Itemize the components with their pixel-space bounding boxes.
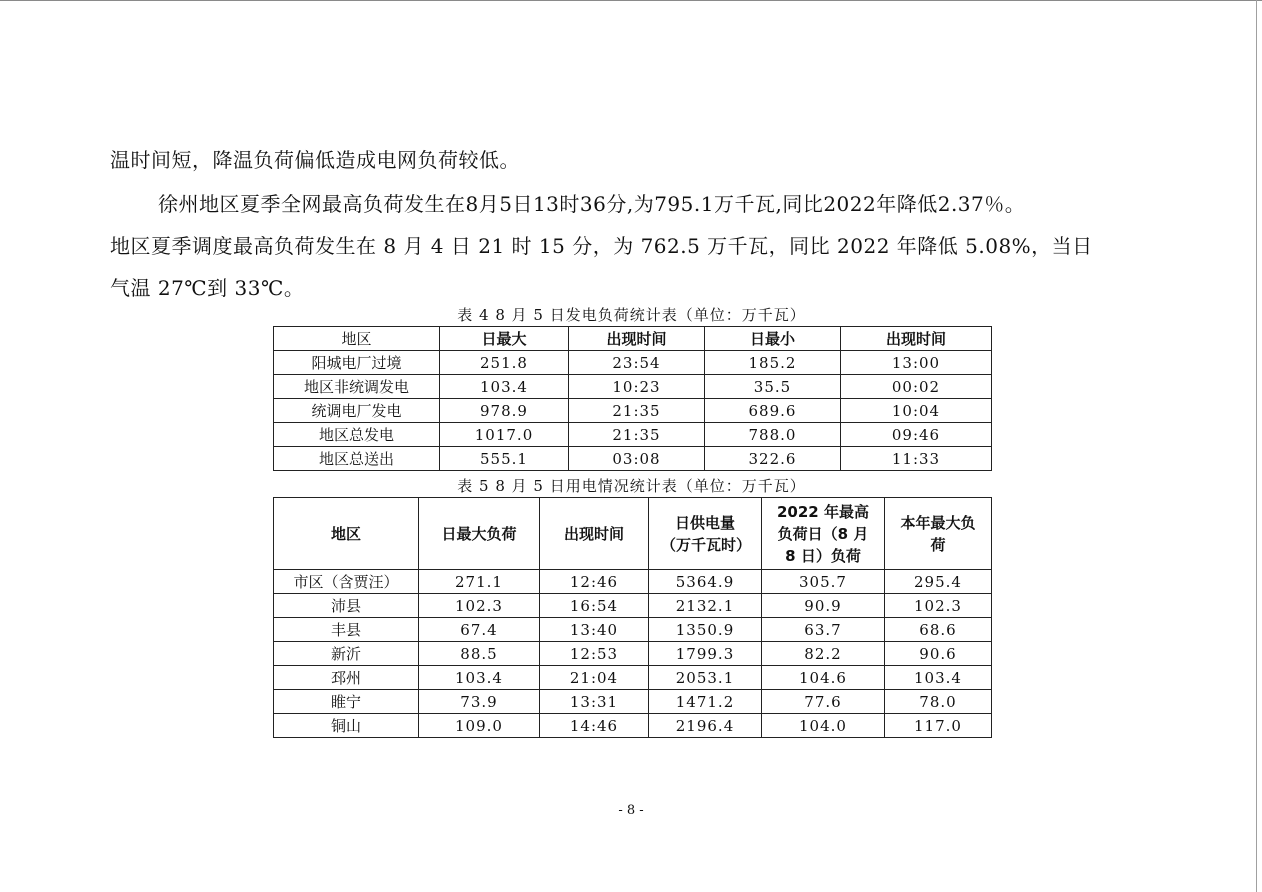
- electricity-usage-table: [273, 497, 992, 738]
- table-cell: 12:46: [540, 570, 649, 594]
- header-cell: 本年最大负荷: [885, 498, 992, 570]
- table-cell: 00:02: [841, 375, 992, 399]
- table-cell: 11:33: [841, 447, 992, 471]
- table-cell: 2053.1: [649, 666, 762, 690]
- header-cell: 日最小: [705, 327, 841, 351]
- table-cell: 市区（含贾汪）: [274, 570, 419, 594]
- table-cell: 73.9: [419, 690, 540, 714]
- table-cell: 2196.4: [649, 714, 762, 738]
- header-cell: 出现时间: [540, 498, 649, 570]
- page-number: - 8 -: [618, 803, 644, 818]
- table-cell: 104.6: [762, 666, 885, 690]
- table-cell: 邳州: [274, 666, 419, 690]
- table-row: [274, 666, 992, 690]
- table-row: [274, 594, 992, 618]
- table-row: [274, 570, 992, 594]
- table-row: [274, 714, 992, 738]
- table-cell: 689.6: [705, 399, 841, 423]
- header-cell: 地区: [274, 498, 419, 570]
- table-cell: 21:35: [569, 399, 705, 423]
- table-cell: 90.6: [885, 642, 992, 666]
- header-cell: 日最大: [440, 327, 569, 351]
- header-cell: 出现时间: [841, 327, 992, 351]
- table-cell: 295.4: [885, 570, 992, 594]
- table-cell: 阳城电厂过境: [274, 351, 440, 375]
- table-cell: 地区总送出: [274, 447, 440, 471]
- generation-load-table: [273, 326, 992, 471]
- table-cell: 地区总发电: [274, 423, 440, 447]
- table-cell: 978.9: [440, 399, 569, 423]
- header-cell: 日供电量（万千瓦时）: [649, 498, 762, 570]
- table-row: [274, 399, 992, 423]
- table-cell: 788.0: [705, 423, 841, 447]
- table-cell: 103.4: [440, 375, 569, 399]
- table-cell: 23:54: [569, 351, 705, 375]
- table-cell: 10:04: [841, 399, 992, 423]
- table-cell: 103.4: [885, 666, 992, 690]
- table-cell: 新沂: [274, 642, 419, 666]
- table-cell: 35.5: [705, 375, 841, 399]
- table-cell: 1799.3: [649, 642, 762, 666]
- table-cell: 109.0: [419, 714, 540, 738]
- paragraph-line-3: 地区夏季调度最高负荷发生在 8 月 4 日 21 时 15 分，为 762.5 万千瓦，同比 2022 年降低 5.08%，当日: [110, 234, 1093, 258]
- table-cell: 12:53: [540, 642, 649, 666]
- header-cell: 2022 年最高负荷日（8 月 8 日）负荷: [762, 498, 885, 570]
- table-cell: 77.6: [762, 690, 885, 714]
- paragraph-line-2: 徐州地区夏季全网最高负荷发生在8月5日13时36分,为795.1万千瓦,同比2022年降低2.37％。: [158, 192, 1026, 216]
- table-cell: 21:35: [569, 423, 705, 447]
- table-cell: 2132.1: [649, 594, 762, 618]
- table-cell: 丰县: [274, 618, 419, 642]
- table-cell: 271.1: [419, 570, 540, 594]
- table5-caption: 表 5 8 月 5 日用电情况统计表（单位：万千瓦）: [457, 477, 806, 495]
- table-cell: 88.5: [419, 642, 540, 666]
- table-cell: 03:08: [569, 447, 705, 471]
- table-cell: 10:23: [569, 375, 705, 399]
- table-cell: 统调电厂发电: [274, 399, 440, 423]
- table-cell: 117.0: [885, 714, 992, 738]
- table-row: [274, 642, 992, 666]
- table-cell: 地区非统调发电: [274, 375, 440, 399]
- table-cell: 13:31: [540, 690, 649, 714]
- table-header-row: [274, 498, 992, 570]
- table-cell: 21:04: [540, 666, 649, 690]
- table-cell: 铜山: [274, 714, 419, 738]
- table-cell: 睢宁: [274, 690, 419, 714]
- table-cell: 555.1: [440, 447, 569, 471]
- paragraph-line-1: 温时间短，降温负荷偏低造成电网负荷较低。: [110, 148, 520, 172]
- table-row: [274, 375, 992, 399]
- table-cell: 78.0: [885, 690, 992, 714]
- table-cell: 68.6: [885, 618, 992, 642]
- table-cell: 305.7: [762, 570, 885, 594]
- table4-caption: 表 4 8 月 5 日发电负荷统计表（单位：万千瓦）: [457, 306, 806, 324]
- page-border-right: [1256, 0, 1257, 892]
- table-cell: 82.2: [762, 642, 885, 666]
- table-cell: 1017.0: [440, 423, 569, 447]
- header-cell: 出现时间: [569, 327, 705, 351]
- table-cell: 1350.9: [649, 618, 762, 642]
- table-cell: 1471.2: [649, 690, 762, 714]
- table-row: [274, 447, 992, 471]
- header-cell: 地区: [274, 327, 440, 351]
- table-cell: 63.7: [762, 618, 885, 642]
- table-row: [274, 618, 992, 642]
- table-cell: 90.9: [762, 594, 885, 618]
- table-row: [274, 690, 992, 714]
- table-cell: 102.3: [419, 594, 540, 618]
- table-cell: 103.4: [419, 666, 540, 690]
- table-cell: 185.2: [705, 351, 841, 375]
- table-cell: 104.0: [762, 714, 885, 738]
- table-cell: 09:46: [841, 423, 992, 447]
- table-cell: 322.6: [705, 447, 841, 471]
- table-cell: 沛县: [274, 594, 419, 618]
- table-cell: 16:54: [540, 594, 649, 618]
- table-cell: 13:40: [540, 618, 649, 642]
- table-cell: 67.4: [419, 618, 540, 642]
- table-cell: 13:00: [841, 351, 992, 375]
- table-cell: 14:46: [540, 714, 649, 738]
- table-row: [274, 351, 992, 375]
- table-cell: 5364.9: [649, 570, 762, 594]
- table-cell: 102.3: [885, 594, 992, 618]
- header-cell: 日最大负荷: [419, 498, 540, 570]
- table-cell: 251.8: [440, 351, 569, 375]
- paragraph-line-4: 气温 27℃到 33℃。: [110, 276, 305, 300]
- table-header-row: [274, 327, 992, 351]
- table-row: [274, 423, 992, 447]
- page-border-top: [0, 0, 1262, 1]
